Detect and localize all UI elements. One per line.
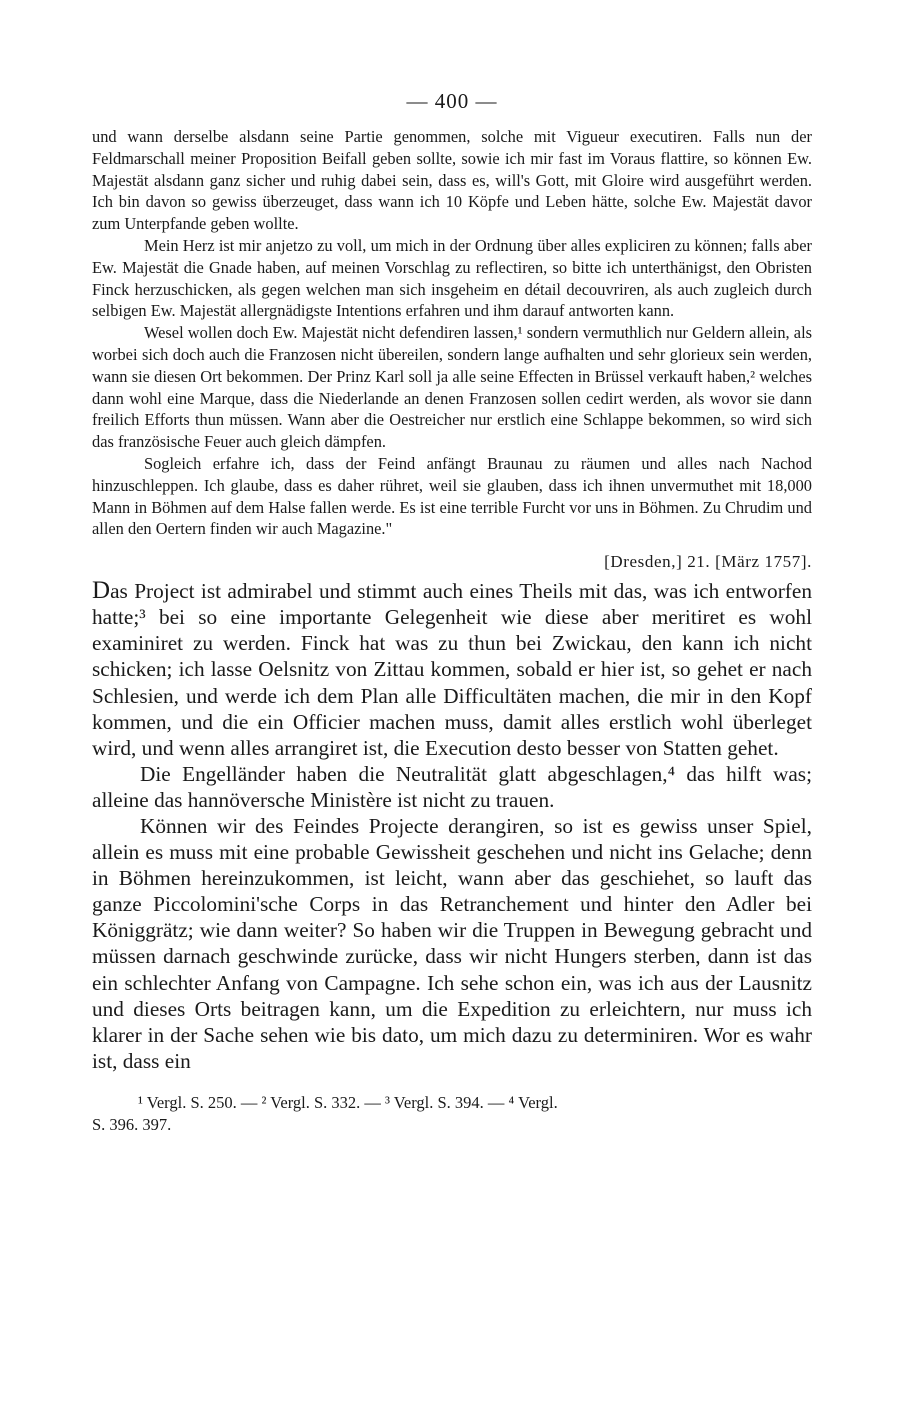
letter-paragraph: Die Engelländer haben die Neutralität glatt abgeschlagen,⁴ das hilft was; alleine das hannöversche Ministère ist nicht zu trauen.: [92, 761, 812, 812]
quote-paragraph: Sogleich erfahre ich, dass der Feind anfängt Braunau zu räumen und alles nach Nachod hinzuschleppen. Ich glaube, dass es daher rühret, weil sie glauben, dass ich ihnen unvermuthet mit 18,000 Mann in Böhmen auf dem Halse fallen werde. Es ist eine terrible Furcht vor uns in Böhmen. Zu Chrudim und allen den Oertern finden wir auch Magazine.": [92, 453, 812, 539]
footnotes: [92, 1092, 812, 1136]
letter-paragraph: [92, 578, 812, 761]
letter-paragraph: Können wir des Feindes Projecte derangiren, so ist es gewiss unser Spiel, allein es muss mit eine probable Gewissheit geschehen und nicht ins Gelache; denn in Böhmen hereinzukommen, ist leicht, wann aber das geschiehet, so lauft das ganze Piccolomini'sche Corps in das Retranchement und hinter den Adler bei Königgrätz; wie dann weiter? So haben wir die Truppen in Bewegung gebracht und müssen darnach geschwinde zurücke, dass wir nicht Hungers sterben, dann ist das ein schlechter Anfang von Campagne. Ich sehe schon ein, was ich aus der Lausnitz und dieses Orts beitragen kann, um die Expedition zu erleichtern, nur muss ich klarer in der Sache sehen wie bis dato, um mich dazu zu determiniren. Wor es wahr ist, dass ein: [92, 813, 812, 1073]
page-number: — 400 —: [406, 89, 498, 113]
quote-paragraph: und wann derselbe alsdann seine Partie genommen, solche mit Vigueur executiren. Falls nun der Feldmarschall meiner Proposition Beifall geben sollte, sowie ich mir fast im Voraus flattire, so können Ew. Majestät alsdann ganz sicher und ruhig dabei sein, dass es, will's Gott, mit Gloire wird ausgeführt werden. Ich bin davon so gewiss überzeuget, dass wann ich 10 Köpfe und Leben hätte, solche Ew. Majestät davor zum Unterpfande geben wollte.: [92, 127, 812, 234]
letter-paragraph-text: as Project ist admirabel und stimmt auch eines Theils mit das, was ich entworfen hatte;³ bei so eine importante Gelegenheit wie diese aber meritiret es wohl examiniret zu werden. Finck hat was zu thun bei Zwickau, den kann ich nicht schicken; ich lasse Oelsnitz von Zittau kommen, sobald er hier ist, so gehet er nach Schlesien, und werde ich dem Plan alle Difficultäten machen, die mir in den Kopf kommen, und die ein Officier machen muss, damit alles erstlich wohl überleget wird, und wenn alles arrangiret ist, die Execution desto besser von Statten gehet.: [92, 579, 812, 760]
quoted-letter: [92, 126, 812, 540]
reply-letter: [92, 578, 812, 1074]
footnote-line: S. 396. 397.: [92, 1114, 172, 1134]
footnote-line: ¹ Vergl. S. 250. — ² Vergl. S. 332. — ³ Vergl. S. 394. — ⁴ Vergl.: [138, 1092, 558, 1112]
drop-cap: D: [92, 577, 111, 605]
quote-paragraph: Mein Herz ist mir anjetzo zu voll, um mich in der Ordnung über alles expliciren zu können; falls aber Ew. Majestät die Gnade haben, auf meinen Vorschlag zu reflectiren, so bitte ich unterthänigst, den Obristen Finck herzuschicken, als gegen welchen man sich insgeheim en détail decouvriren, als auch zugleich durch selbigen Ew. Majestät allergnädigste Intentions erfahren und ihm darauf antworten kann.: [92, 235, 812, 321]
document-page: [92, 88, 812, 1136]
quote-paragraph: Wesel wollen doch Ew. Majestät nicht defendiren lassen,¹ sondern vermuthlich nur Geldern allein, als worbei sich doch auch die Franzosen nicht übereilen, sondern lange aufhalten und sehr glorieux sein werden, wann sie diesen Ort bekommen. Der Prinz Karl soll ja alle seine Effecten in Brüssel verkauft haben,² welches dann wohl eine Marque, dass die Niederlande an denen Franzosen sollen cedirt werden, als wovor sie dann freilich Efforts thun müssen. Wann aber die Oestreicher nur erstlich eine Schlappe bekommen, so wird sich das französische Feuer auch gleich dämpfen.: [92, 323, 812, 452]
dateline: [Dresden,] 21. [März 1757].: [604, 552, 812, 572]
